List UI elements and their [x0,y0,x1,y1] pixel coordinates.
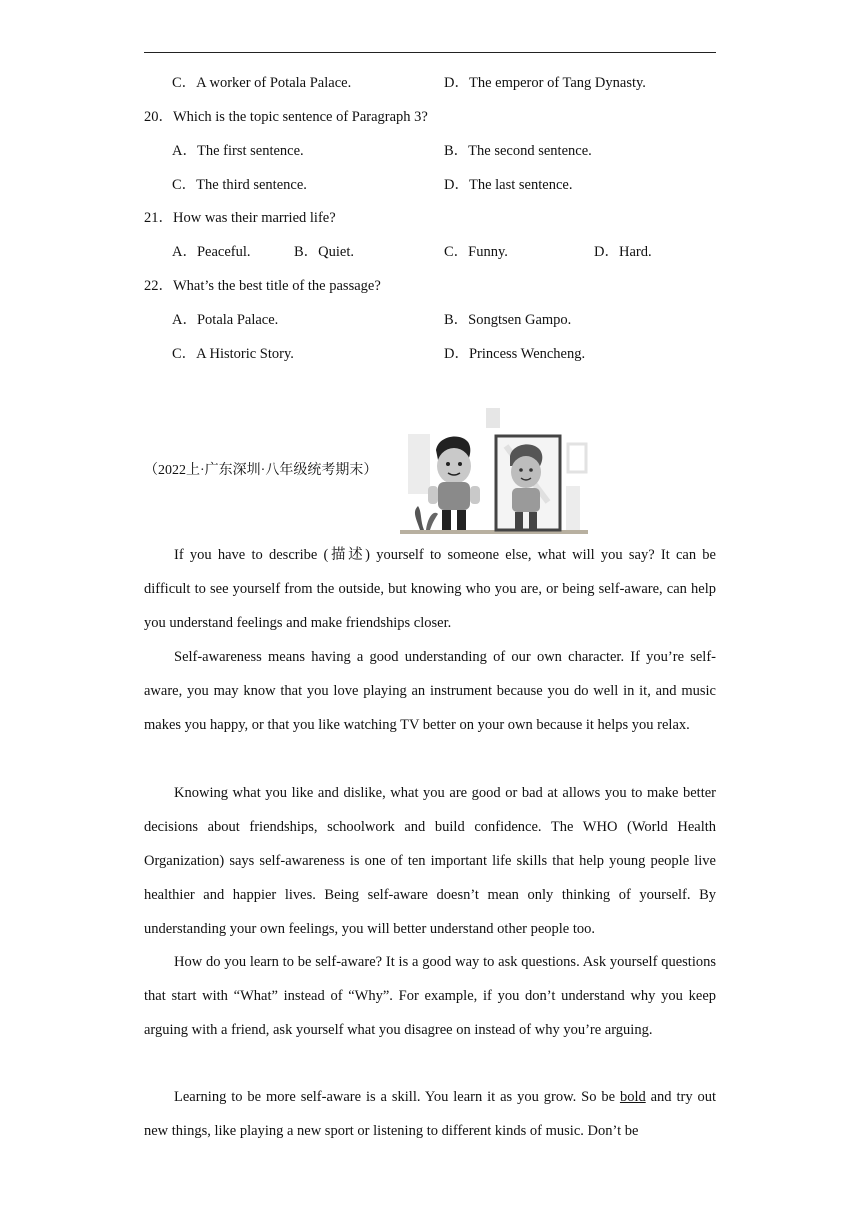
passage-paragraph-1: If you have to describe (描述) yourself to someone else, what will you say? It can be difficult to see yourself from the outside, but knowing who you are, or being self-aware, can help you understand feelings and make friendships closer. [144,547,716,631]
passage-paragraph-4: How do you learn to be self-aware? It is a good way to ask questions. Ask yourself questions that start with “What” instead of “Why”. For example, if you don’t understand why you keep arguing with a friend, ask yourself what you disagree on instead of why you’re arguing. [144,954,716,1038]
q22-option-a: A．Potala Palace. [172,312,279,328]
q21-option-a: A．Peaceful. [172,244,251,260]
q22-option-b: B．Songtsen Gampo. [444,312,572,328]
q20-option-b: B．The second sentence. [444,143,592,159]
paragraph-5-text-start: Learning to be more self-aware is a skill. You learn it as you grow. So be [174,1089,620,1105]
boy-mirror-illustration-icon [398,406,590,536]
source-label: （2022上·广东深圳·八年级统考期末） [144,463,378,478]
q21-option-d: D．Hard. [594,244,652,260]
q21-option-c: C．Funny. [444,244,508,260]
q21-option-b: B．Quiet. [294,244,355,260]
q20-stem: 20．Which is the topic sentence of Paragraph 3? [144,109,428,125]
q22-option-c: C．A Historic Story. [172,346,294,362]
q19-option-d: D．The emperor of Tang Dynasty. [444,75,646,91]
passage-paragraph-2: Self-awareness means having a good understanding of our own character. If you’re self-aware, you may know that you love playing an instrument because you do well in it, and music makes you happy, or that you like watching TV better on your own because it helps you relax. [144,649,716,733]
q21-stem: 21．How was their married life? [144,210,336,226]
q22-option-d: D．Princess Wencheng. [444,346,586,362]
q20-option-d: D．The last sentence. [444,177,573,193]
q20-option-c: C．The third sentence. [172,177,307,193]
q22-stem: 22．What’s the best title of the passage? [144,278,381,294]
q20-option-a: A．The first sentence. [172,143,304,159]
paragraph-5-text-end: and try out new things, like playing a new sport or listening to different kinds of music. Don’t be [144,1089,716,1139]
passage-paragraph-3: Knowing what you like and dislike, what you are good or bad at allows you to make better decisions about friendships, schoolwork and build confidence. The WHO (World Health Organization) says self-awareness is one of ten important life skills that help young people live healthier and happier lives. Being self-aware doesn’t mean only thinking of yourself. By understanding your own feelings, you will better understand other people too. [144,785,716,937]
q19-option-c: C．A worker of Potala Palace. [172,75,352,91]
header-rule [144,52,716,53]
passage-paragraph-5 [144,1080,716,1148]
underlined-word-bold: bold [619,1089,646,1105]
